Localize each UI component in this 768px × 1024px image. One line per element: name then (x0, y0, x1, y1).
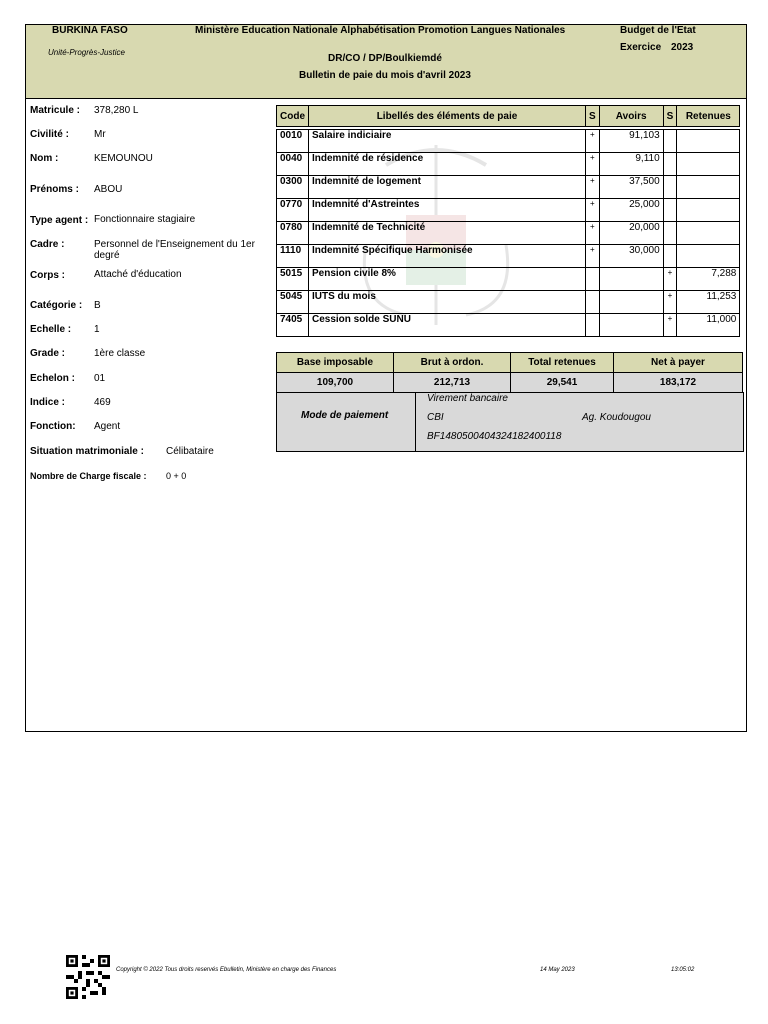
row-libelle: Indemnité de Technicité (309, 222, 586, 245)
footer-copyright: Copyright © 2022 Tous droits reservés Ebulletin, Ministère en charge des Finances (116, 967, 337, 973)
row-retenues: 11,000 (677, 314, 740, 337)
row-retenues (677, 153, 740, 176)
row-s2 (663, 222, 677, 245)
row-s1: + (586, 199, 600, 222)
footer-date: 14 May 2023 (540, 967, 575, 973)
payslip-frame (25, 24, 747, 732)
fonction-value: Agent (94, 421, 121, 432)
row-avoirs: 91,103 (599, 130, 663, 153)
payment-account: BF1480500404324182400118 (427, 431, 562, 442)
nom-label: Nom : (30, 153, 59, 164)
row-retenues (677, 176, 740, 199)
row-s2: + (663, 314, 677, 337)
categorie-label: Catégorie : (30, 300, 83, 311)
qr-code-icon (66, 955, 110, 999)
bulletin-title: Bulletin de paie du mois d'avril 2023 (299, 70, 471, 81)
net-a-payer-value: 183,172 (614, 373, 743, 393)
row-libelle: Indemnité d'Astreintes (309, 199, 586, 222)
row-libelle: Indemnité de logement (309, 176, 586, 199)
row-s2 (663, 153, 677, 176)
matricule-label: Matricule : (30, 105, 81, 116)
row-code: 5045 (277, 291, 309, 314)
row-s2: + (663, 268, 677, 291)
matricule-value: 378,280 L (94, 105, 139, 116)
payment-mode-box (276, 392, 744, 452)
table-row (277, 130, 740, 153)
table-row (277, 176, 740, 199)
direction: DR/CO / DP/Boulkiemdé (328, 53, 442, 64)
row-avoirs (599, 314, 663, 337)
categorie-value: B (94, 300, 101, 311)
row-code: 7405 (277, 314, 309, 337)
brut-label: Brut à ordon. (394, 353, 511, 373)
net-a-payer-label: Net à payer (614, 353, 743, 373)
indice-value: 469 (94, 397, 111, 408)
base-imposable-value: 109,700 (277, 373, 394, 393)
row-avoirs (599, 291, 663, 314)
situation-matrimoniale-label: Situation matrimoniale : (30, 446, 144, 457)
payment-mode-label-cell (277, 393, 416, 451)
row-s2 (663, 245, 677, 268)
row-avoirs: 9,110 (599, 153, 663, 176)
row-retenues (677, 245, 740, 268)
brut-value: 212,713 (394, 373, 511, 393)
row-retenues: 7,288 (677, 268, 740, 291)
row-s2 (663, 130, 677, 153)
echelle-label: Echelle : (30, 324, 72, 335)
charge-fiscale-label: Nombre de Charge fiscale : (30, 471, 147, 481)
row-s2 (663, 176, 677, 199)
row-retenues: 11,253 (677, 291, 740, 314)
exercise-year: 2023 (671, 42, 694, 53)
row-avoirs: 30,000 (599, 245, 663, 268)
corps-label: Corps : (30, 270, 65, 281)
prenoms-value: ABOU (94, 184, 123, 195)
table-row (277, 314, 740, 337)
row-s1: + (586, 222, 600, 245)
row-s1: + (586, 176, 600, 199)
corps-value: Attaché d'éducation (94, 269, 182, 280)
grade-value: 1ère classe (94, 348, 146, 359)
footer-time: 13:05:02 (671, 967, 695, 973)
echelon-label: Echelon : (30, 373, 76, 384)
row-code: 0780 (277, 222, 309, 245)
ministry-name: Ministère Education Nationale Alphabétisation Promotion Langues Nationales (195, 25, 566, 36)
header-avoirs: Avoirs (599, 106, 663, 127)
totals-table (276, 352, 743, 393)
row-retenues (677, 222, 740, 245)
row-s1 (586, 291, 600, 314)
row-code: 1110 (277, 245, 309, 268)
row-libelle: Pension civile 8% (309, 268, 586, 291)
row-retenues (677, 130, 740, 153)
type-agent-value: Fonctionnaire stagiaire (94, 214, 196, 225)
row-s1: + (586, 130, 600, 153)
payment-method: Virement bancaire (427, 393, 508, 404)
table-row (277, 153, 740, 176)
total-retenues-label: Total retenues (511, 353, 614, 373)
totals-value-row (277, 373, 743, 393)
row-code: 0300 (277, 176, 309, 199)
total-retenues-value: 29,541 (511, 373, 614, 393)
payment-agency: Ag. Koudougou (582, 412, 651, 423)
fonction-label: Fonction: (30, 421, 76, 432)
country-name: BURKINA FASO (52, 25, 128, 36)
row-s2 (663, 199, 677, 222)
charge-fiscale-value: 0 + 0 (166, 471, 187, 481)
row-s1 (586, 314, 600, 337)
header-libelle: Libellés des éléments de paie (309, 106, 586, 127)
type-agent-label: Type agent : (30, 215, 89, 226)
motto: Unité-Progrès-Justice (48, 48, 125, 57)
row-s1 (586, 268, 600, 291)
cadre-value-line2: degré (94, 250, 120, 261)
header-code: Code (277, 106, 309, 127)
table-row (277, 245, 740, 268)
civilite-label: Civilité : (30, 129, 69, 140)
row-retenues (677, 199, 740, 222)
civilite-value: Mr (94, 129, 106, 140)
header-s1: S (586, 106, 600, 127)
exercise-label: Exercice (620, 42, 662, 53)
base-imposable-label: Base imposable (277, 353, 394, 373)
cadre-label: Cadre : (30, 239, 65, 250)
totals-header-row (277, 353, 743, 373)
row-s1: + (586, 153, 600, 176)
payment-bank: CBI (427, 412, 444, 423)
pay-elements-table (276, 105, 740, 337)
row-avoirs (599, 268, 663, 291)
budget-label: Budget de l'Etat (620, 25, 696, 36)
table-row (277, 268, 740, 291)
prenoms-label: Prénoms : (30, 184, 79, 195)
nom-value: KEMOUNOU (94, 153, 153, 164)
echelle-value: 1 (94, 324, 100, 335)
row-libelle: Salaire indiciaire (309, 130, 586, 153)
row-libelle: Indemnité Spécifique Harmonisée (309, 245, 586, 268)
row-libelle: Cession solde SUNU (309, 314, 586, 337)
row-avoirs: 25,000 (599, 199, 663, 222)
row-s2: + (663, 291, 677, 314)
row-libelle: IUTS du mois (309, 291, 586, 314)
cadre-value: Personnel de l'Enseignement du 1er (94, 239, 255, 250)
header-retenues: Retenues (677, 106, 740, 127)
row-avoirs: 37,500 (599, 176, 663, 199)
grade-label: Grade : (30, 348, 66, 359)
echelon-value: 01 (94, 373, 106, 384)
row-code: 0770 (277, 199, 309, 222)
pay-table-header (277, 106, 740, 127)
row-code: 0010 (277, 130, 309, 153)
payslip-header (26, 25, 746, 99)
indice-label: Indice : (30, 397, 66, 408)
table-row (277, 291, 740, 314)
payment-mode-label: Mode de paiement (301, 410, 389, 421)
row-avoirs: 20,000 (599, 222, 663, 245)
row-s1: + (586, 245, 600, 268)
row-libelle: Indemnité de résidence (309, 153, 586, 176)
situation-matrimoniale-value: Célibataire (166, 446, 214, 457)
table-row (277, 222, 740, 245)
header-s2: S (663, 106, 677, 127)
table-row (277, 199, 740, 222)
row-code: 0040 (277, 153, 309, 176)
row-code: 5015 (277, 268, 309, 291)
